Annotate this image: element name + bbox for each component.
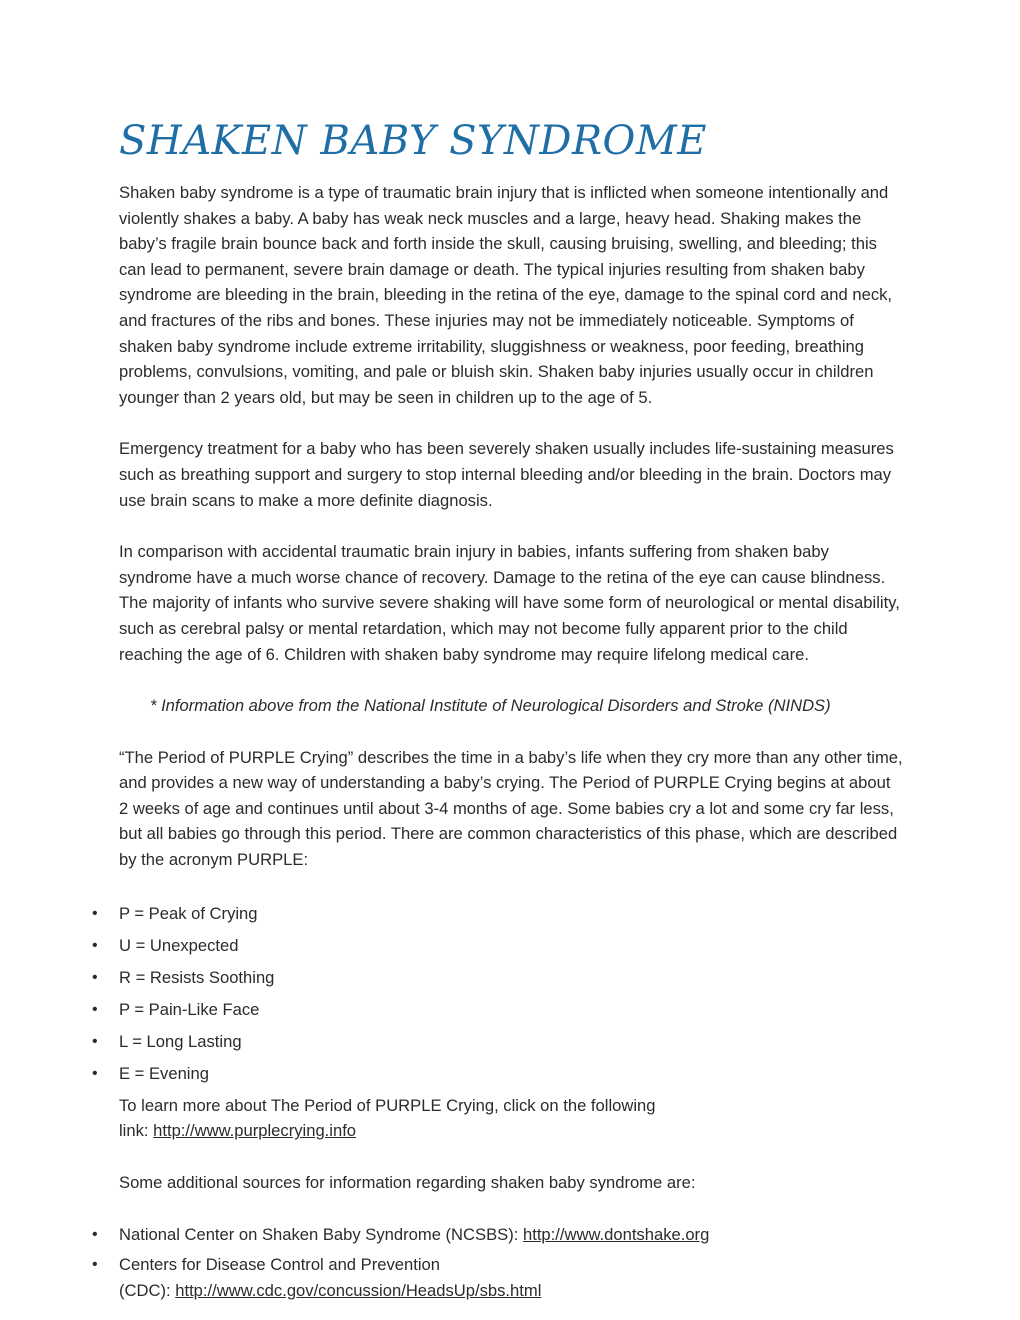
sources-intro: Some additional sources for information regarding shaken baby syndrome are: (119, 1172, 696, 1192)
list-item (92, 1222, 903, 1248)
paragraph-emergency-treatment: Emergency treatment for a baby who has been severely shaken usually includes life-sustaining measures such as breathing support and surgery to stop internal bleeding and/or bleeding in the brain. Doctors may use brain scans to make a more definite diagnosis. (119, 439, 894, 510)
list-item-label: L = Long Lasting (119, 1032, 242, 1052)
source-label: Centers for Disease Control and Prevention (119, 1255, 440, 1275)
additional-sources-list (92, 1222, 903, 1304)
list-item-label: E = Evening (119, 1064, 209, 1084)
list-item (92, 1061, 903, 1087)
bullet-marker-icon: • (92, 1256, 98, 1274)
list-item (92, 901, 903, 927)
bullet-marker-icon: • (92, 968, 98, 986)
paragraph-purple-crying: “The Period of PURPLE Crying” describes the time in a baby’s life when they cry more than any other time, and provides a new way of understanding a baby’s crying. The Period of PURPLE Crying begins at about 2 weeks of age and continues until about 3-4 months of age. Some babies cry a lot and some cry far less, but all babies go through this period. There are common characteristics of this phase, which are described by the acronym PURPLE: (119, 747, 903, 870)
learn-more-line1: To learn more about The Period of PURPLE Crying, click on the following (119, 1095, 656, 1115)
bullet-marker-icon: • (92, 1225, 98, 1243)
learn-more-link-prefix: link: (119, 1121, 154, 1141)
list-item (92, 965, 903, 991)
dontshake-link[interactable]: http://www.dontshake.org (522, 1224, 710, 1244)
list-item (92, 1252, 903, 1303)
document-content (92, 0, 903, 1308)
bullet-marker-icon: • (92, 1033, 98, 1051)
list-item-label: P = Peak of Crying (119, 903, 258, 923)
source-label: National Center on Shaken Baby Syndrome (NCSBS): (119, 1224, 523, 1244)
cdc-link[interactable]: http://www.cdc.gov/concussion/HeadsUp/sbs.html (175, 1280, 542, 1300)
list-item (92, 933, 903, 959)
list-item-label: R = Resists Soothing (119, 967, 275, 987)
page-title: SHAKEN BABY SYNDROME (119, 118, 708, 164)
list-item-label: P = Pain-Like Face (119, 999, 260, 1019)
bullet-marker-icon: • (92, 904, 98, 922)
bullet-marker-icon: • (92, 1000, 98, 1018)
purplecrying-link[interactable]: http://www.purplecrying.info (153, 1121, 357, 1141)
list-item (92, 997, 903, 1023)
paragraph-comparison-outcomes: In comparison with accidental traumatic brain injury in babies, infants suffering from shaken baby syndrome have a much worse chance of recovery. Damage to the retina of the eye can cause blindness. The majority of infants who survive severe shaking will have some form of neurological or mental disability, such as cerebral palsy or mental retardation, which may not become fully apparent prior to the child reaching the age of 6. Children with shaken baby syndrome may require lifelong medical care. (119, 542, 900, 664)
purple-acronym-list (92, 901, 903, 1087)
bullet-marker-icon: • (92, 936, 98, 954)
source-attribution: * Information above from the National Institute of Neurological Disorders and Stroke (NINDS) (150, 696, 831, 716)
paragraph-overview: Shaken baby syndrome is a type of traumatic brain injury that is inflicted when someone intentionally and violently shakes a baby. A baby has weak neck muscles and a large, heavy head. Shaking makes the baby’s fragile brain bounce back and forth inside the skull, causing bruising, swelling, and bleeding; this can lead to permanent, severe brain damage or death. The typical injuries resulting from shaken baby syndrome are bleeding in the brain, bleeding in the retina of the eye, damage to the spinal cord and neck, and fractures of the ribs and bones. These injuries may not be immediately noticeable. Symptoms of shaken baby syndrome include extreme irritability, sluggishness or weakness, poor feeding, breathing problems, convulsions, vomiting, and pale or bluish skin. Shaken baby injuries usually occur in children younger than 2 years old, but may be seen in children up to the age of 5. (119, 183, 893, 407)
learn-more-paragraph (119, 1093, 903, 1144)
list-item (92, 1029, 903, 1055)
bullet-marker-icon: • (92, 1065, 98, 1083)
source-label-continuation: (CDC): (119, 1280, 176, 1300)
list-item-label: U = Unexpected (119, 935, 239, 955)
